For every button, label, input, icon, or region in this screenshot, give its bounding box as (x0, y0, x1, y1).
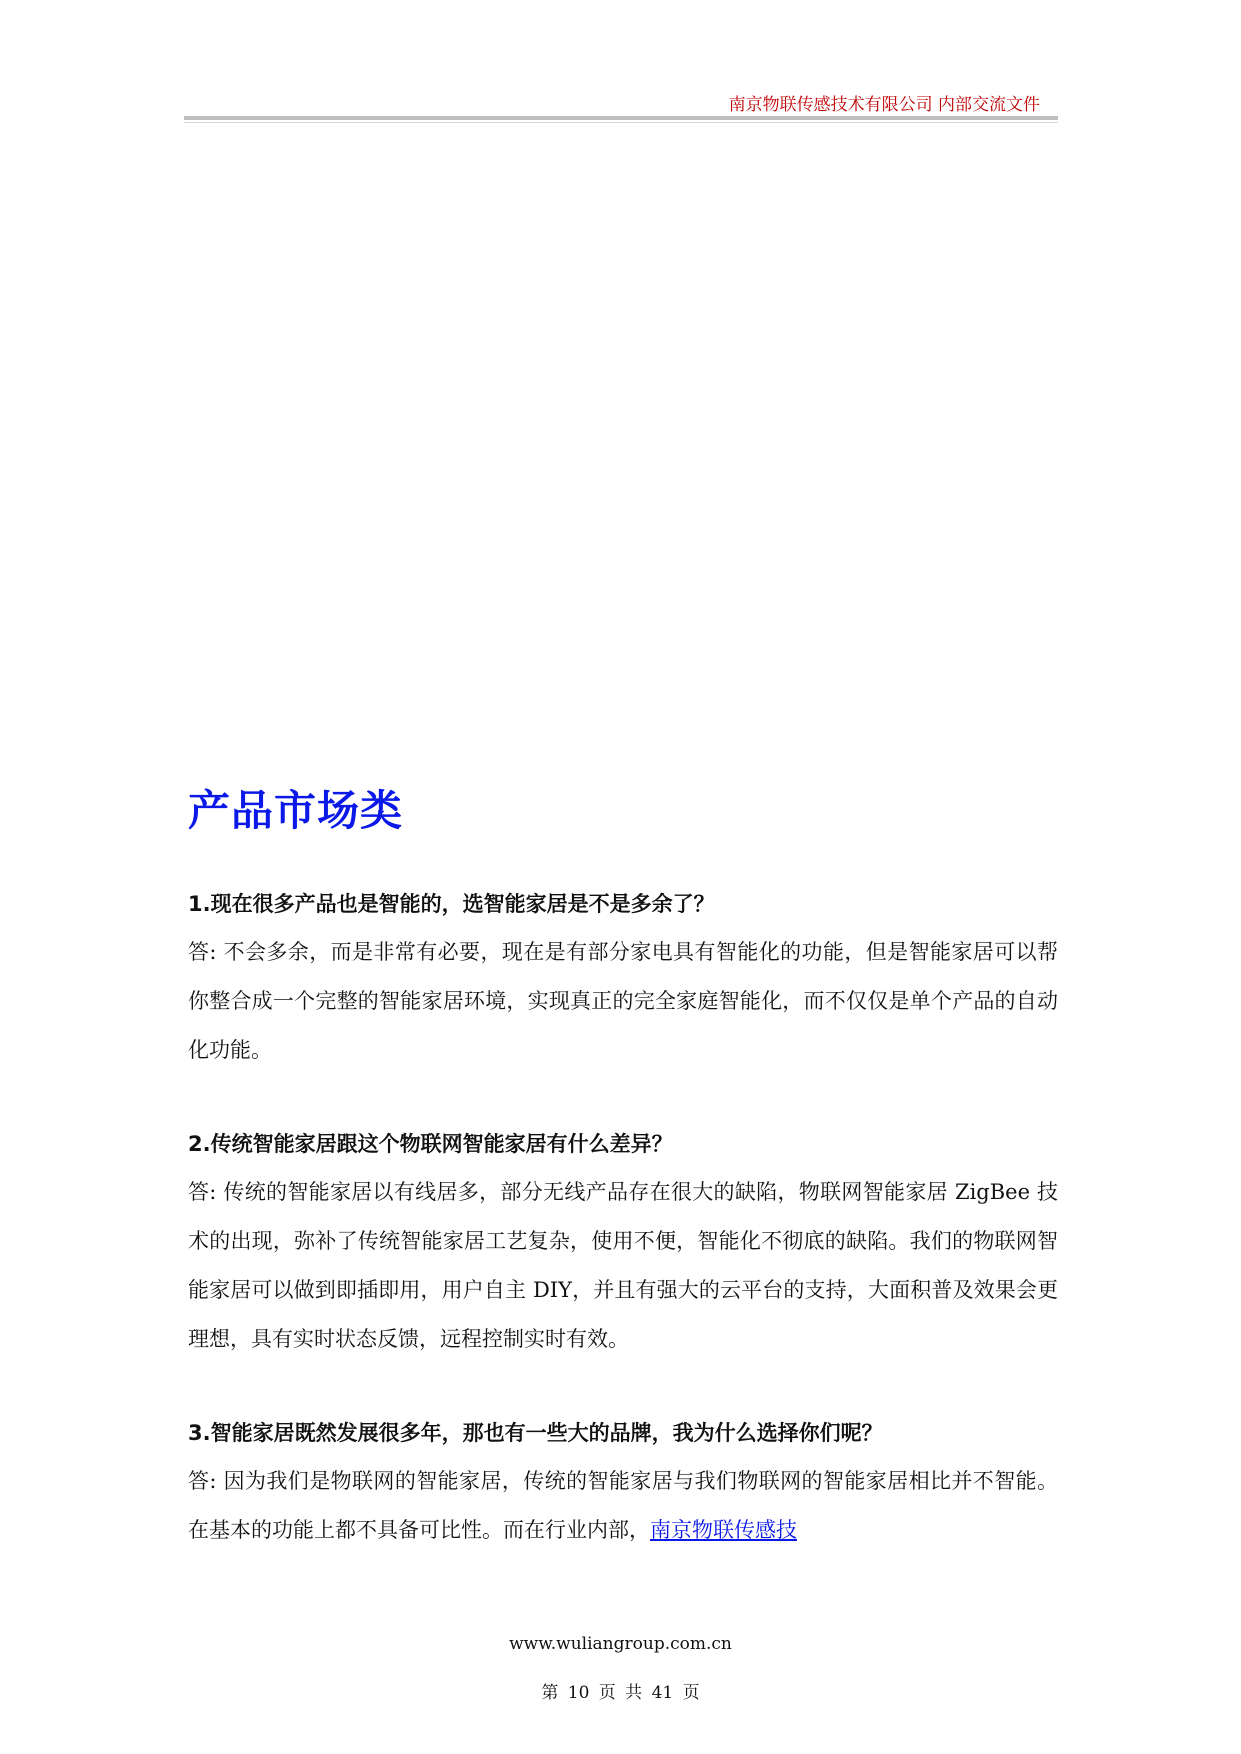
answer-label: 答: (188, 1469, 217, 1493)
header-company-text: 南京物联传感技术有限公司 内部交流文件 (728, 95, 1040, 115)
company-link[interactable]: 南京物联传感技 (650, 1518, 797, 1542)
footer-page-number: 第 10 页 共 41 页 (541, 1683, 700, 1703)
qa-item-3 (188, 1409, 1058, 1555)
answer-1 (188, 928, 1058, 1075)
qa-content (188, 880, 1058, 1555)
answer-3 (188, 1457, 1058, 1555)
section-title: 产品市场类 (188, 786, 404, 835)
question-2: 2.传统智能家居跟这个物联网智能家居有什么差异？ (188, 1132, 673, 1156)
qa-item-1 (188, 880, 1058, 1075)
answer-label: 答: (188, 1180, 217, 1204)
answer-label: 答: (188, 940, 217, 964)
header-divider (184, 116, 1058, 120)
spacer (188, 1075, 1058, 1120)
answer-text: 不会多余，而是非常有必要，现在是有部分家电具有智能化的功能，但是智能家居可以帮你整合成一个完整的智能家居环境，实现真正的完全家庭智能化，而不仅仅是单个产品的自动化功能。 (188, 940, 1058, 1062)
header-divider-thin (184, 122, 1058, 123)
question-3: 3.智能家居既然发展很多年，那也有一些大的品牌，我为什么选择你们呢？ (188, 1421, 883, 1445)
answer-text: 因为我们是物联网的智能家居，传统的智能家居与我们物联网的智能家居相比并不智能。在基本的功能上都不具备可比性。而在行业内部， (188, 1469, 1058, 1542)
answer-text: 传统的智能家居以有线居多，部分无线产品存在很大的缺陷，物联网智能家居 ZigBee 技术的出现，弥补了传统智能家居工艺复杂，使用不便，智能化不彻底的缺陷。我们的物联网智能家居可以做到即插即用，用户自主 DIY，并且有强大的云平台的支持，大面积普及效果会更理想，具有实时状态反馈，远程控制实时有效。 (188, 1180, 1058, 1351)
answer-2 (188, 1168, 1058, 1364)
spacer (188, 1364, 1058, 1409)
qa-item-2 (188, 1120, 1058, 1364)
footer-url: www.wuliangroup.com.cn (509, 1634, 732, 1654)
question-1: 1.现在很多产品也是智能的，选智能家居是不是多余了？ (188, 892, 715, 916)
